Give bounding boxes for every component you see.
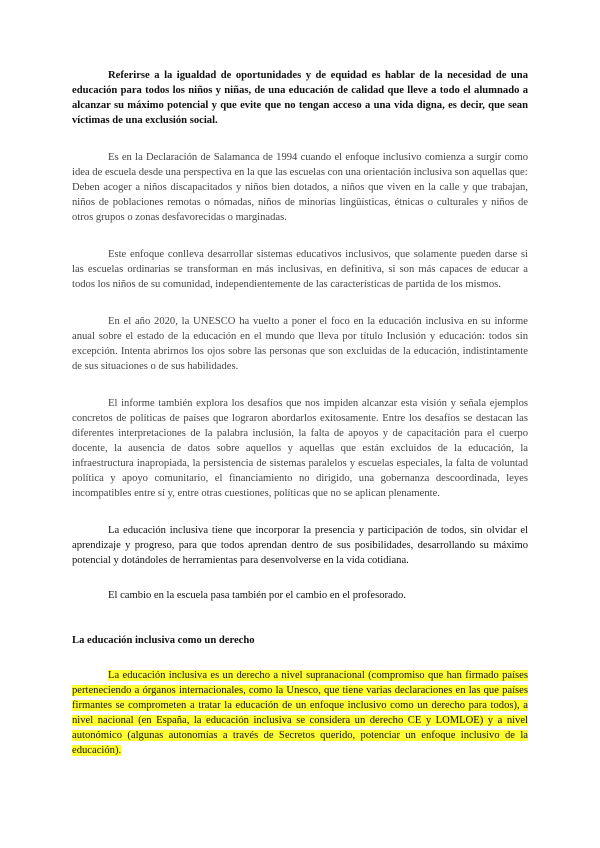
paragraph-enfoque: Este enfoque conlleva desarrollar sistemas educativos inclusivos, que solamente pueden darse si las escuelas ordinarias se transforman en más inclusivas, en definitiva, si son más capaces de educar a todos los niños de su comunidad, independientemente de las características de partida de los mismos.	[72, 249, 528, 290]
paragraph-intro: Referirse a la igualdad de oportunidades y de equidad es hablar de la necesidad de una educación para todos los niños y niñas, de una educación de calidad que lleve a todo el alumnado a alcanzar su máximo potencial y que evite que no tengan acceso a una vida digna, es decir, que sean víctimas de una exclusión social.	[72, 70, 528, 126]
paragraph-unesco: En el año 2020, la UNESCO ha vuelto a poner el foco en la educación inclusiva en su informe anual sobre el estado de la educación en el mundo que lleva por título Inclusión y educación: todos sin excepción. Intenta abrirnos los ojos sobre las personas que son excluidas de la educación, indistintamente de sus situaciones o de sus habilidades.	[72, 316, 528, 372]
section-heading: La educación inclusiva como un derecho	[72, 635, 255, 646]
paragraph-salamanca-quote: Deben acoger a niños discapacitados y niños bien dotados, a niños que viven en la calle y que trabajan, niños de poblaciones remotas o nómadas, niños de minorías lingüísticas, étnicas o culturales y niños de otros grupos o zonas desfavorecidas o marginadas.	[72, 182, 528, 223]
paragraph-cambio: El cambio en la escuela pasa también por el cambio en el profesorado.	[108, 590, 406, 601]
highlighted-text: La educación inclusiva es un derecho a nivel supranacional (compromiso que han firmado países perteneciendo a órganos internacionales, como la Unesco, que tiene varias declaraciones en las que países firmantes se comprometen a tratar la educación de un enfoque inclusivo como un derecho para todos), a nivel nacional (en España, la educación inclusiva se considera un derecho CE y LOMLOE) y a nivel autonómico (algunas autonomías a través de Secretos querido, potenciar un enfoque inclusivo de la educación).	[72, 670, 528, 756]
paragraph-salamanca: Es en la Declaración de Salamanca de 1994 cuando el enfoque inclusivo comienza a surgir como idea de escuela desde una perspectiva en la que las escuelas con una orientación inclusiva son aquellas que:	[72, 152, 528, 178]
paragraph-derecho	[72, 668, 528, 758]
paragraph-informe: El informe también explora los desafíos que nos impiden alcanzar esta visión y señala ejemplos concretos de políticas de países que lograron abordarlos exitosamente. Entre los desafíos se destacan las diferentes interpretaciones de la palabra inclusión, la falta de apoyos y de capacitación para el cuerpo docente, la ausencia de datos sobre aquellos y aquellas que están excluidos de la educación, la infraestructura inapropiada, la persistencia de sistemas paralelos y escuelas especiales, la falta de voluntad política y apoyo comunitario, el financiamiento no dirigido, una gobernanza descoordinada, leyes incompatibles entre sí y, entre otras cuestiones, políticas que no se aplican plenamente.	[72, 398, 528, 499]
paragraph-educacion-inclusiva: La educación inclusiva tiene que incorporar la presencia y participación de todos, sin olvidar el aprendizaje y progreso, para que todos aprendan dentro de sus posibilidades, desarrollando su máximo potencial y dotándoles de herramientas para desenvolverse en la vida cotidiana.	[72, 525, 528, 566]
